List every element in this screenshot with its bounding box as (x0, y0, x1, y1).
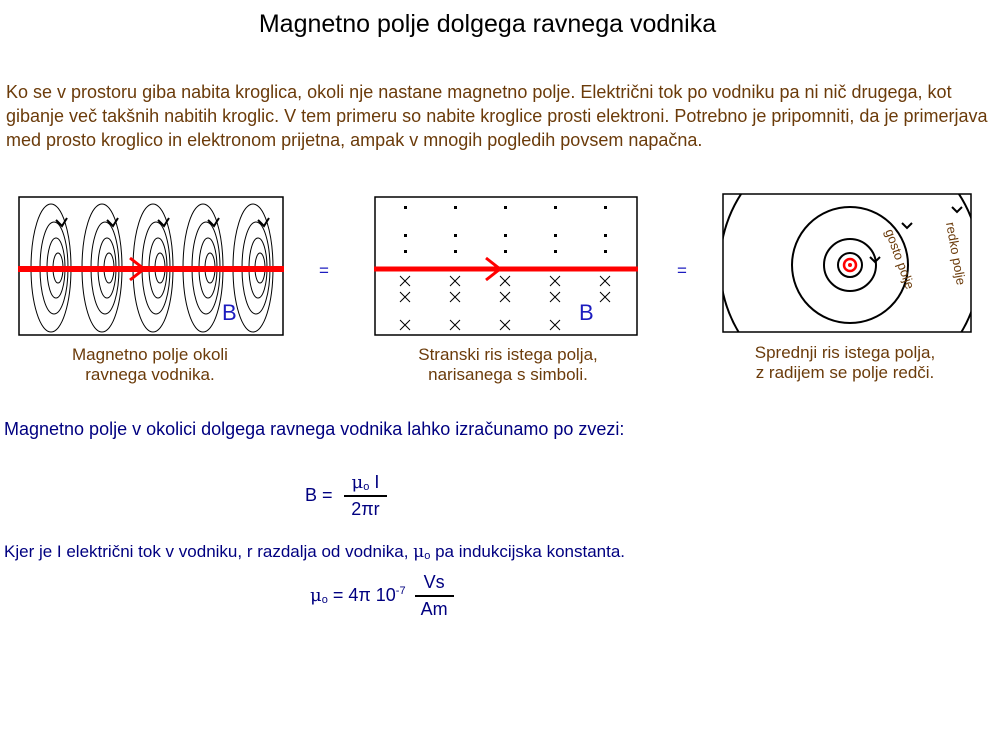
label-sparse-field: redko polje (943, 220, 969, 287)
label-dense-field: gosto polje (882, 226, 918, 292)
explanation-text-end: pa indukcijska konstanta. (435, 542, 626, 561)
constant-exponent: -7 (395, 584, 406, 597)
explanation-text: Kjer je I električni tok v vodniku, r razdalja od vodnika, (4, 542, 409, 561)
equals-sign: = (677, 261, 687, 280)
mu-subscript: o (363, 481, 370, 493)
formula-numerator: I (369, 472, 380, 492)
caption-line: Stranski ris istega polja, (418, 345, 598, 364)
unit-denominator: Am (420, 599, 448, 619)
figure-front-view-circles (722, 193, 972, 333)
caption-line: narisanega s simboli. (428, 365, 588, 384)
explanation (4, 542, 625, 562)
caption-line: z radijem se polje redči. (755, 363, 935, 382)
mu-subscript: o (321, 593, 328, 606)
mu-symbol: μ (413, 542, 425, 562)
figure-field-around-wire (18, 196, 284, 336)
caption-line: Magnetno polje okoli (72, 345, 228, 364)
caption-fig1 (30, 345, 270, 385)
field-label-b: B (579, 300, 594, 325)
mu-symbol: μ (310, 584, 322, 606)
caption-line: ravnega vodnika. (85, 365, 215, 384)
figure-side-view-symbols (374, 196, 638, 336)
caption-fig2 (388, 345, 628, 385)
formula-denominator: 2πr (351, 499, 380, 519)
unit-numerator: Vs (415, 572, 454, 597)
caption-line: Sprednji ris istega polja, (754, 343, 936, 362)
mu-subscript: o (424, 550, 431, 562)
mu-symbol: μ (351, 472, 364, 493)
caption-fig3 (720, 343, 970, 383)
formula-constant (310, 572, 454, 620)
formula-b (305, 472, 387, 520)
constant-value: = 4π 10 (327, 584, 396, 605)
formula-intro: Magnetno polje v okolici dolgega ravnega vodnika lahko izračunamo po zvezi: (4, 419, 625, 439)
equals-sign: = (319, 261, 329, 280)
page-title: Magnetno polje dolgega ravnega vodnika (258, 10, 717, 38)
intro-paragraph: Ko se v prostoru giba nabita kroglica, okoli nje nastane magnetno polje. Električni tok po vodniku pa ni nič drugega, kot gibanje več takšnih nabitih kroglic. V tem primeru so nabite kroglice prosti elektroni. Potrebno je pripomniti, da je primerjava med prosto kroglico in elektronom prijetna, ampak v mnogih pogledih povsem napačna. (6, 82, 988, 150)
field-label-b: B (222, 300, 237, 325)
formula-lhs: B = (305, 484, 333, 505)
